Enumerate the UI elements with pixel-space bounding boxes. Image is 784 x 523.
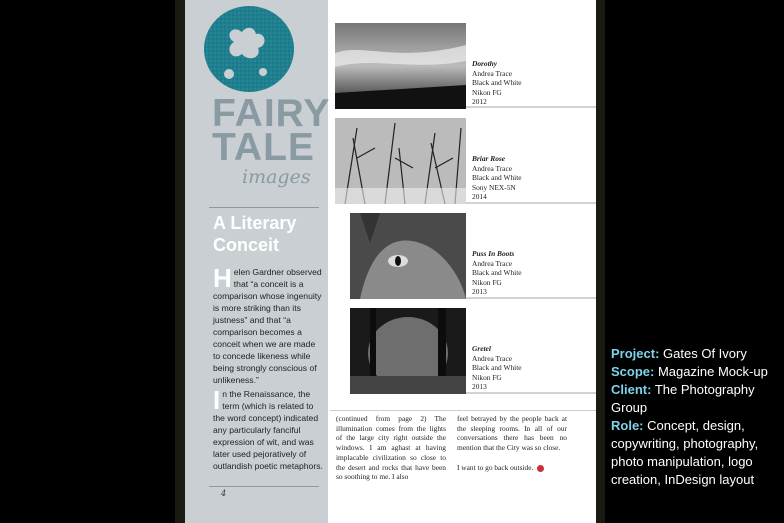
logo-tale: TALE [212, 126, 315, 169]
photo-camera: Sony NEX-5N [472, 182, 516, 192]
photo-dorothy [335, 23, 466, 109]
caption-dorothy [472, 59, 522, 107]
continued-column-2 [457, 414, 567, 473]
article-title-line1: A Literary [213, 213, 297, 233]
end-mark-icon [537, 465, 544, 472]
photo-type: Black and White [472, 363, 522, 372]
photo-author: Andrea Trace [472, 163, 513, 173]
photo-author: Andrea Trace [472, 258, 513, 268]
photo-year: 2013 [472, 287, 487, 296]
divider [209, 207, 319, 208]
row-divider [466, 297, 596, 299]
article-title-line2: Conceit [213, 235, 280, 255]
divider [209, 486, 319, 487]
caption-briar-rose [472, 154, 522, 202]
photo-camera: Nikon FG [472, 372, 502, 382]
paragraph-text: n the Renaissance, the term (which is related to the word concept) indicated any particularly fanciful expression of wit, and was later used pejoratively of outlandish poetic metaphors. [213, 389, 323, 471]
drop-cap: I [213, 385, 221, 415]
continued-column-1: (continued from page 2) The illumination comes from the lights of the large city right outside the windows. I am aghast at having implacable civilization so close to the desert and rocks that have been so soothing to me. I also [336, 414, 446, 482]
article-paragraph-1 [213, 263, 323, 386]
photo-gretel [350, 308, 466, 394]
role-line: Role: Concept, design, copywriting, photography, photo manipulation, logo creation, InDesign layout [611, 418, 759, 487]
photo-type: Black and White [472, 268, 522, 277]
fairy-tale-logo-icon [202, 4, 296, 94]
drop-cap: H [213, 263, 232, 293]
continued-text: feel betrayed by the people back at the sleeping rooms. In all of our conversations there has been no mention that the City was so close. [457, 414, 567, 453]
photo-title: Gretel [472, 344, 491, 353]
photo-type: Black and White [472, 78, 522, 87]
photo-year: 2014 [472, 192, 487, 201]
article-title [213, 212, 323, 256]
client-line: Client: The Photography Group [611, 382, 755, 415]
photo-type: Black and White [472, 173, 522, 182]
logo-images: images [242, 166, 311, 188]
photo-year: 2012 [472, 97, 487, 106]
photo-puss-in-boots [350, 213, 466, 299]
page-number: 4 [221, 489, 227, 498]
scope-line: Scope: Magazine Mock-up [611, 364, 768, 379]
project-info [611, 345, 784, 489]
caption-puss-in-boots [472, 249, 522, 297]
story-divider [330, 410, 596, 411]
photo-camera: Nikon FG [472, 87, 502, 97]
photo-briar-rose [335, 118, 466, 204]
caption-gretel [472, 344, 522, 392]
closing-line: I want to go back outside. [457, 463, 567, 473]
photo-title: Briar Rose [472, 154, 506, 163]
paragraph-text: elen Gardner observed that “a conceit is a comparison whose ingenuity is more striking than its justness” and that “a comparison becomes a conceit when we are made to concede likeness while being strongly conscious of unlikeness.” [213, 267, 322, 385]
row-divider [466, 202, 596, 204]
article-paragraph-2 [213, 385, 323, 472]
logo-wordmark [212, 92, 331, 169]
project-line: Project: Gates Of Ivory [611, 346, 747, 361]
photo-year: 2013 [472, 382, 487, 391]
photo-title: Dorothy [472, 59, 498, 68]
photo-author: Andrea Trace [472, 68, 513, 78]
photo-camera: Nikon FG [472, 277, 502, 287]
photo-author: Andrea Trace [472, 353, 513, 363]
row-divider [466, 392, 596, 394]
logo-fairy: FAIRY [212, 92, 331, 135]
row-divider [466, 106, 596, 108]
photo-title: Puss In Boots [472, 249, 515, 258]
